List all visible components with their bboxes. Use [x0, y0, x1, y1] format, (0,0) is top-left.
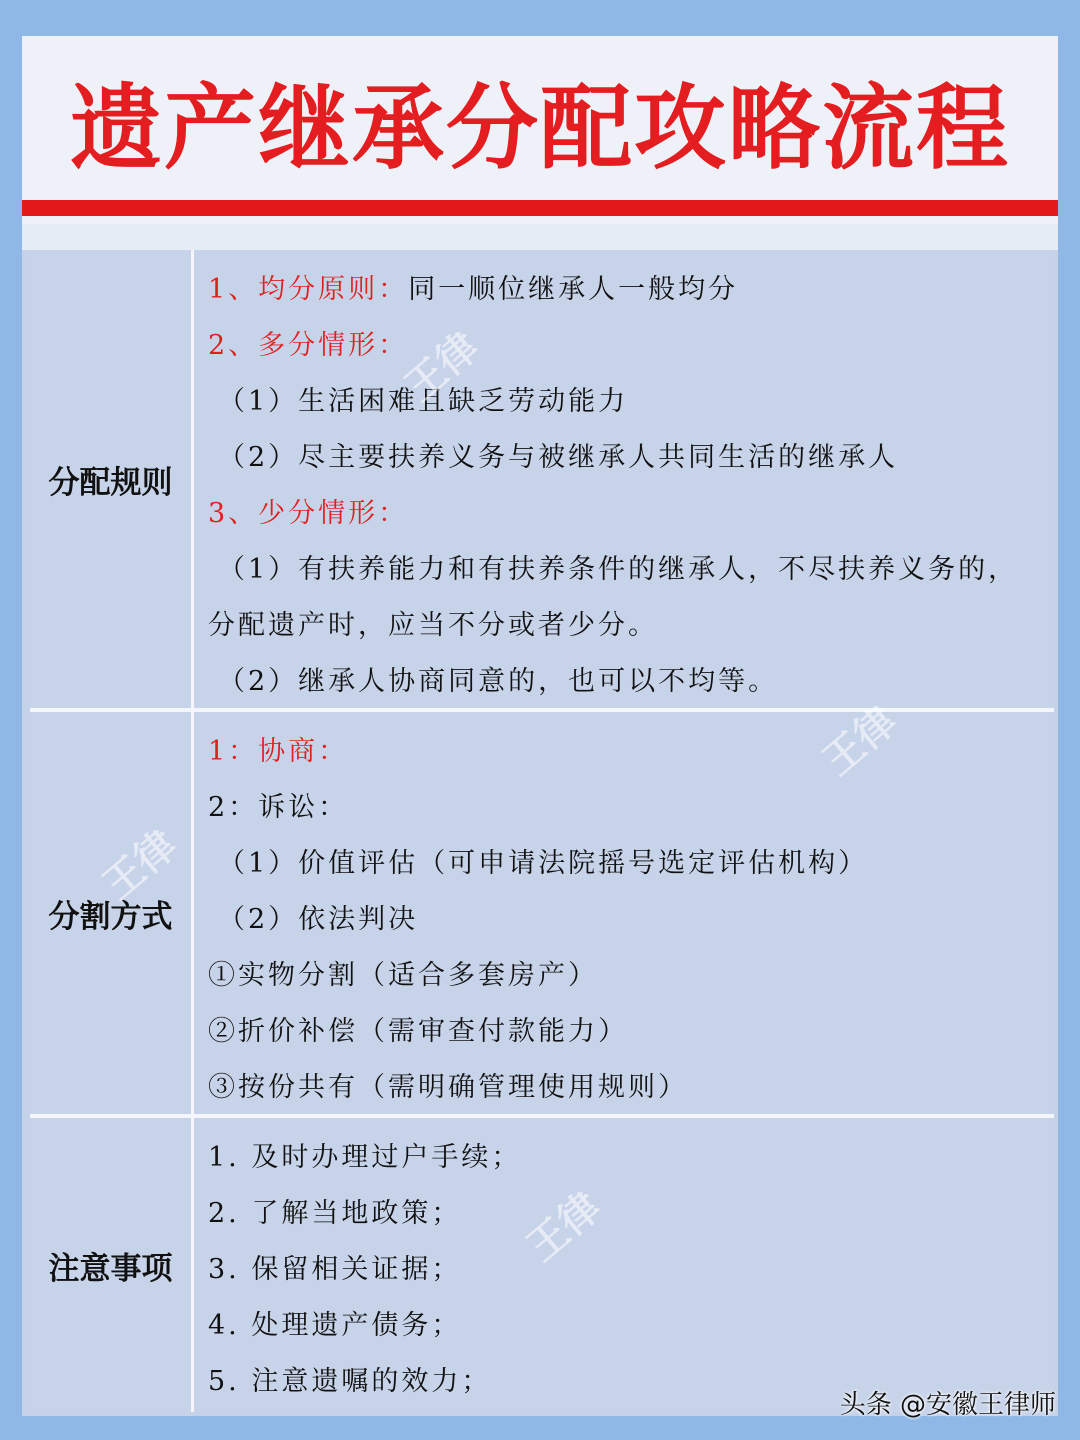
- content-line: （1）有扶养能力和有扶养条件的继承人，不尽扶养义务的，: [218, 554, 1019, 585]
- title-underline-bar: [22, 200, 1058, 216]
- content-line: （1）价值评估（可申请法院摇号选定评估机构）: [218, 848, 869, 879]
- section-label-cell: [30, 712, 194, 1114]
- watermark: 王律: [396, 323, 488, 411]
- content-line: （2）依法判决: [218, 904, 419, 935]
- section-row-distribution-rules: [30, 250, 1054, 708]
- page-title: 遗产继承分配攻略流程: [69, 75, 1010, 182]
- watermark: 王律: [94, 821, 186, 909]
- title-area: [22, 36, 1058, 224]
- content-line: （2）尽主要扶养义务与被继承人共同生活的继承人: [218, 442, 899, 473]
- content-line: 3. 保留相关证据；: [208, 1254, 462, 1285]
- source-credit: 头条 @安徽王律师: [839, 1390, 1056, 1420]
- content-line: 1：协商：: [208, 736, 349, 767]
- content-line: 2. 了解当地政策；: [208, 1198, 462, 1229]
- content-line: 3、少分情形：: [208, 498, 409, 529]
- content-line: 5. 注意遗嘱的效力；: [208, 1366, 492, 1397]
- content-line: 分配遗产时，应当不分或者少分。: [208, 610, 658, 641]
- content-line: 2、多分情形：: [208, 330, 409, 361]
- section-label-cell: [30, 250, 194, 708]
- infographic-card: [22, 36, 1058, 1416]
- content-line: ②折价补偿（需审查付款能力）: [208, 1016, 628, 1047]
- content-line: （1）生活困难且缺乏劳动能力: [218, 386, 629, 417]
- spacer-strip: [22, 224, 1058, 250]
- content-line: ①实物分割（适合多套房产）: [208, 960, 598, 991]
- content-line: 1. 及时办理过户手续；: [208, 1142, 522, 1173]
- watermark: 王律: [814, 697, 906, 785]
- section-label: 注意事项: [48, 1250, 173, 1287]
- content-line: 4. 处理遗产债务；: [208, 1310, 462, 1341]
- section-label-cell: [30, 1118, 194, 1412]
- section-label: 分配规则: [48, 464, 173, 501]
- content-line: （2）继承人协商同意的，也可以不均等。: [218, 666, 779, 697]
- section-row-partition-methods: [30, 712, 1054, 1114]
- info-table: [30, 250, 1054, 1414]
- watermark: 王律: [518, 1183, 610, 1271]
- content-line: ③按份共有（需明确管理使用规则）: [208, 1072, 688, 1103]
- content-line: 1、均分原则：同一顺位继承人一般均分: [208, 274, 739, 305]
- content-line: 2：诉讼：: [208, 792, 349, 823]
- section-label: 分割方式: [48, 898, 173, 935]
- section-row-notes: [30, 1118, 1054, 1412]
